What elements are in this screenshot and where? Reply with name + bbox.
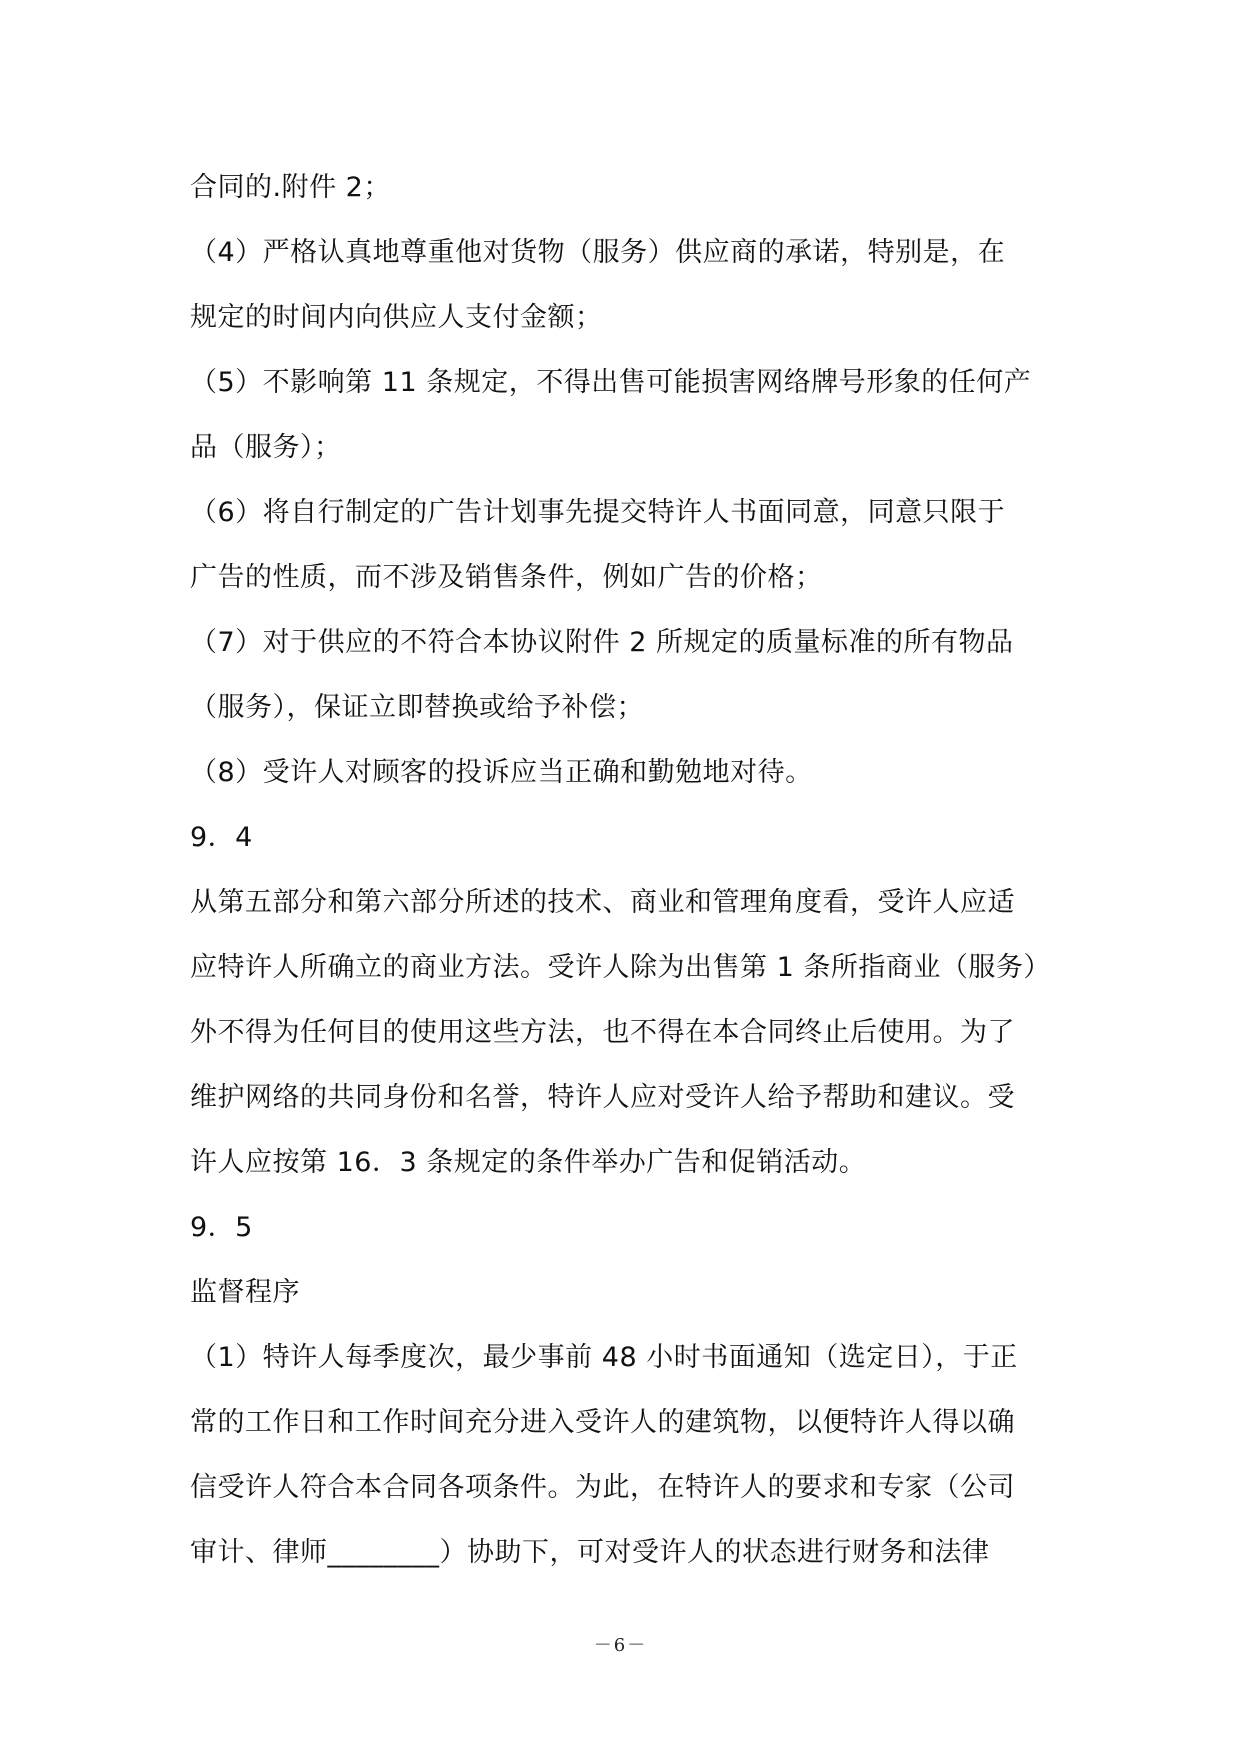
text-line: （7）对于供应的不符合本协议附件 2 所规定的质量标准的所有物品 [190,627,1014,658]
text-line: 应特许人所确立的商业方法。受许人除为出售第 1 条所指商业（服务） [190,952,1051,983]
text-line: （6）将自行制定的广告计划事先提交特许人书面同意，同意只限于 [190,497,1006,528]
text-line: （8）受许人对顾客的投诉应当正确和勤勉地对待。 [190,757,813,788]
page-number: －6－ [593,1635,648,1656]
text-line: 外不得为任何目的使用这些方法，也不得在本合同终止后使用。为了 [190,1017,1015,1048]
text-line: 常的工作日和工作时间充分进入受许人的建筑物，以便特许人得以确 [190,1407,1015,1438]
text-line: 维护网络的共同身份和名誉，特许人应对受许人给予帮助和建议。受 [190,1082,1015,1113]
text-line: 许人应按第 16．3 条规定的条件举办广告和促销活动。 [190,1147,867,1178]
text-line: 审计、律师________）协助下，可对受许人的状态进行财务和法律 [190,1537,990,1568]
text-line: 规定的时间内向供应人支付金额； [190,302,603,333]
section-heading: 监督程序 [190,1277,300,1308]
text-line: （5）不影响第 11 条规定，不得出售可能损害网络牌号形象的任何产 [190,367,1032,398]
text-line: （1）特许人每季度次，最少事前 48 小时书面通知（选定日），于正 [190,1342,1018,1373]
text-line: 广告的性质，而不涉及销售条件，例如广告的价格； [190,562,823,593]
section-number: 9．5 [190,1212,253,1243]
section-number: 9．4 [190,822,253,853]
text-line: 从第五部分和第六部分所述的技术、商业和管理角度看，受许人应适 [190,887,1015,918]
text-line: 合同的.附件 2； [190,172,391,203]
text-line: （4）严格认真地尊重他对货物（服务）供应商的承诺，特别是，在 [190,237,1006,268]
document-body [190,155,1060,1585]
text-line: 信受许人符合本合同各项条件。为此，在特许人的要求和专家（公司 [190,1472,1015,1503]
text-line: 品（服务）； [190,432,342,463]
text-line: （服务），保证立即替换或给予补偿； [190,692,644,723]
